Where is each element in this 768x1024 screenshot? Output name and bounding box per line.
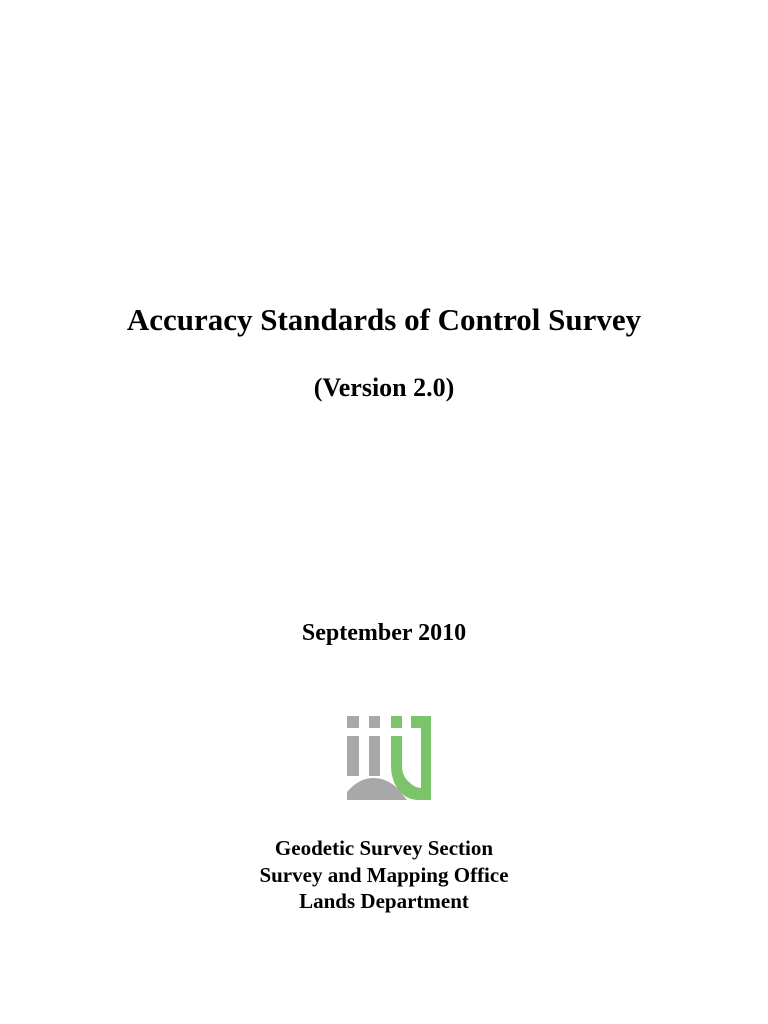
organization-department: Lands Department [299,889,469,913]
organization-section: Geodetic Survey Section [274,836,494,860]
document-title: Accuracy Standards of Control Survey [126,302,642,337]
organization-block [0,835,768,915]
publication-date: September 2010 [301,620,467,646]
document-version: (Version 2.0) [313,373,455,402]
organization-office: Survey and Mapping Office [259,862,509,887]
lands-department-logo-icon [345,714,433,802]
